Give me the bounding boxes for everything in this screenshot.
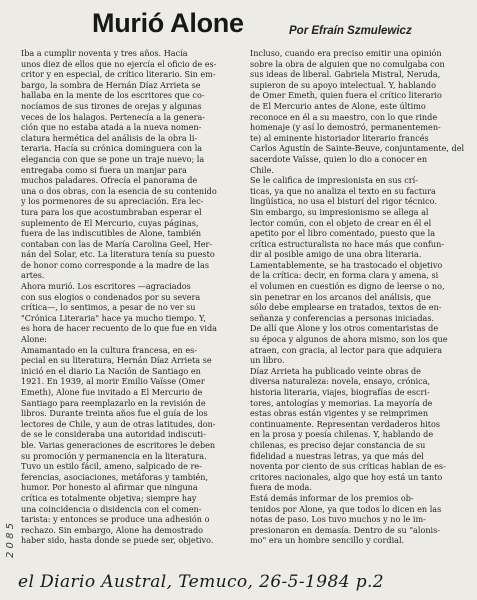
column-line: Sin embargo, su impresionismo se allega al	[250, 206, 429, 217]
column-line: fuera de las indiscutibles de Alone, también	[21, 228, 202, 239]
column-line: atraen, con gracia, al lector para que adquiera	[250, 344, 443, 355]
column-line: sus ideas de liberal. Gabriela Mistral, Neruda,	[250, 69, 441, 80]
column-line: continuamente. Representan verdaderos hitos	[250, 418, 441, 429]
column-line: señanza y conferencias a personas iniciadas.	[250, 312, 435, 323]
column-line: nán del Solar, etc. La literatura tenía su puesto	[21, 249, 215, 260]
handwritten-margin-number: 2 0 8 5	[5, 523, 16, 558]
column-line: noventa por ciento de sus críticas hablan de es-	[250, 461, 446, 472]
column-line: de honor como corresponde a la madre de las	[21, 259, 209, 270]
column-line: critor y en especial, de crítico literario. Sin em-	[21, 69, 216, 80]
column-line: tenidos por Alone, ya que todos lo dicen en las	[250, 503, 442, 514]
column-line: con sus elogios o condenados por su severa	[21, 291, 201, 302]
column-line: el volumen en cuestión es digno de leerse o no,	[250, 281, 445, 292]
column-line: muchos paladares. Ofrecía el panorama de	[21, 175, 198, 186]
column-line: mo" era un hombre sencillo y cordial.	[250, 535, 405, 546]
column-line: dir al posible amigo de una obra literaria.	[250, 249, 422, 260]
column-line: suplemento de El Mercurio, cuyas páginas,	[21, 217, 199, 228]
column-line: De allí que Alone y los otros comentaristas de	[250, 323, 439, 334]
column-line: lector común, con el objeto de crear en él el	[250, 217, 432, 228]
column-line: unos diez de ellos que no ejercía el oficio de es-	[21, 58, 217, 69]
column-line: sólo debe emplearse en tratados, textos de en-	[250, 302, 442, 313]
column-line: historia literaria, viajes, biografías de escri-	[250, 387, 430, 397]
column-line: diversa naturaleza: novela, ensayo, crónica,	[250, 376, 431, 387]
column-line: sacerdote Vaïsse, quien lo dio a conocer en	[250, 153, 428, 164]
column-line: su promoción y permanencia en la literatura.	[21, 450, 207, 461]
column-line: libros. Durante treinta años fue el guía de los	[21, 408, 208, 419]
column-line: critores nacionales, algo que hoy está un tanto	[250, 471, 443, 482]
column-line: nocíamos de sus tirones de orejas y algunas	[21, 100, 202, 111]
article-byline: Por Efraín Szmulewicz	[289, 25, 412, 37]
column-line: una coincidencia o disidencia con el comen-	[21, 503, 202, 514]
column-line: lectores de Chile, y aun de otras latitudes, don-	[21, 418, 216, 429]
column-line: fidelidad a nuestras letras, ya que más del	[250, 450, 424, 461]
column-line: Alone:	[21, 334, 48, 345]
column-line: "Crónica Literaria" hace ya mucho tiempo. Y,	[21, 312, 206, 323]
column-line: de la crítica: decir, en forma clara y amena, si	[250, 270, 439, 281]
column-line: crítica es totalmente objetiva; siempre hay	[21, 492, 197, 503]
column-line: y los pormenores de su apreciación. Era lec-	[21, 196, 204, 207]
column-line: su época y algunos de ahora mismo, son los que	[250, 334, 448, 345]
column-line: Incluso, cuando era preciso emitir una opinión	[250, 48, 442, 58]
column-line: sin penetrar en los arcanos del análisis, que	[250, 291, 431, 302]
column-line: Ahora murió. Los escritores —agraciados	[21, 281, 191, 292]
column-line: crítica—, lo sentimos, a pesar de no ver su	[21, 302, 196, 313]
column-line: Chile.	[250, 164, 274, 175]
column-line: crítica estructuralista no hace más que confun-	[250, 238, 445, 249]
column-line: en la prosa y poesía chilenas. Y, hablando de	[250, 429, 434, 440]
column-line: reconoce en él a su maestro, con lo que rinde	[250, 111, 438, 122]
article-column-right	[250, 48, 470, 546]
column-line: Lamentablemente, se ha trastocado el objetivo	[250, 259, 443, 270]
column-line: sobre la obra de alguien que no comulgaba con	[250, 58, 445, 69]
column-line: ble. Varias generaciones de escritores le deben	[21, 439, 216, 450]
column-line: tura para los que acostumbraban esperar el	[21, 206, 202, 217]
column-line: clatura hermética del análisis de la obra li-	[21, 132, 198, 143]
column-line: presionaron en demasía. Dentro de su "alonis-	[250, 524, 441, 535]
column-line: Santiago para reemplazarlo en la revisión de	[21, 397, 206, 408]
column-line: homenaje (y así lo demostró, permanentemen-	[250, 122, 441, 133]
column-line: una o dos obras, con la esencia de su contenido	[21, 185, 217, 196]
column-line: rechazo. Sin embargo, Alone ha demostrado	[21, 524, 203, 535]
column-line: Amamantado en la cultura francesa, en es-	[21, 344, 197, 355]
column-line: 1921. En 1939, al morir Emilio Vaïsse (Omer	[21, 376, 205, 387]
column-line: contaban con las de María Carolina Geel, Her-	[21, 238, 213, 249]
column-line: entregaba como si fuera un manjar para	[21, 164, 187, 175]
column-line: Díaz Arrieta ha publicado veinte obras de	[250, 365, 421, 376]
column-line: veces de los halagos. Pertenecía a la genera-	[21, 111, 206, 122]
column-line: fuera de moda.	[250, 482, 312, 493]
column-line: tarista: y entonces se produce una adhesión o	[21, 514, 210, 525]
column-line: ticas, ya que no analiza el texto en su factura	[250, 185, 436, 196]
column-line: un libro.	[250, 355, 285, 366]
column-line: de se le consideraba una autoridad indiscuti-	[21, 429, 206, 440]
column-line: artes.	[21, 270, 45, 281]
column-line: Iba a cumplir noventa y tres años. Hacía	[21, 48, 188, 58]
column-line: pecial en su literatura, Hernán Díaz Arrieta se	[21, 355, 212, 366]
column-line: de El Mercurio antes de Alone, este último	[250, 100, 426, 111]
column-line: hallaba en la mente de los escritores que co-	[21, 90, 205, 101]
column-line: supieron de su apoyo intelectual. Y, hablando	[250, 79, 436, 90]
column-line: ferencias, asociaciones, metáforas y también,	[21, 471, 209, 482]
column-line: lingüística, no usa el bisturí del rigor técnico.	[250, 196, 437, 207]
article-column-left	[21, 48, 249, 546]
column-line: Carlos Agustín de Sainte-Beuve, conjuntamente, del	[250, 143, 465, 154]
column-line: haber sido, hasta donde se puede ser, objetivo.	[21, 535, 214, 546]
column-line: tores, antologías y memorias. La mayoría de	[250, 397, 433, 408]
handwritten-source-note: el Diario Austral, Temuco, 26-5-1984 p.2	[18, 572, 385, 592]
column-line: bargo, la sombra de Hernán Díaz Arrieta se	[21, 79, 201, 90]
column-line: Se le califica de impresionista en sus crí-	[250, 175, 418, 186]
column-line: estas obras están vigentes y se reimprimen	[250, 408, 429, 419]
column-line: elegancia con que se pone un traje nuevo; la	[21, 153, 205, 164]
column-line: es hora de hacer recuento de lo que fue en vida	[21, 323, 217, 334]
column-line: Tuvo un estilo fácil, ameno, salpicado de re-	[21, 461, 202, 472]
column-line: notas de paso. Los tuvo muchos y no le im-	[250, 514, 426, 525]
column-line: chilenas, es preciso dejar constancia de su	[250, 439, 426, 450]
column-line: Está demás informar de los premios ob-	[250, 492, 414, 503]
article-title: Murió Alone	[92, 8, 244, 38]
column-line: de Omer Emeth, quien fuera el crítico literario	[250, 90, 442, 101]
column-line: teraria. Hacía su crónica dominguera con la	[21, 143, 203, 154]
column-line: te) al eminente historiador literario francés	[250, 132, 429, 143]
column-line: apetito por el libro comentado, puesto que la	[250, 228, 436, 239]
column-line: Emeth), Alone fue invitado a El Mercurio de	[21, 387, 203, 397]
column-line: ción que no estaba atada a la nueva nomen-	[21, 122, 202, 133]
column-line: inició en el diario La Nación de Santiago en	[21, 365, 201, 376]
column-line: humor. Por honesto al afirmar que ninguna	[21, 482, 198, 493]
